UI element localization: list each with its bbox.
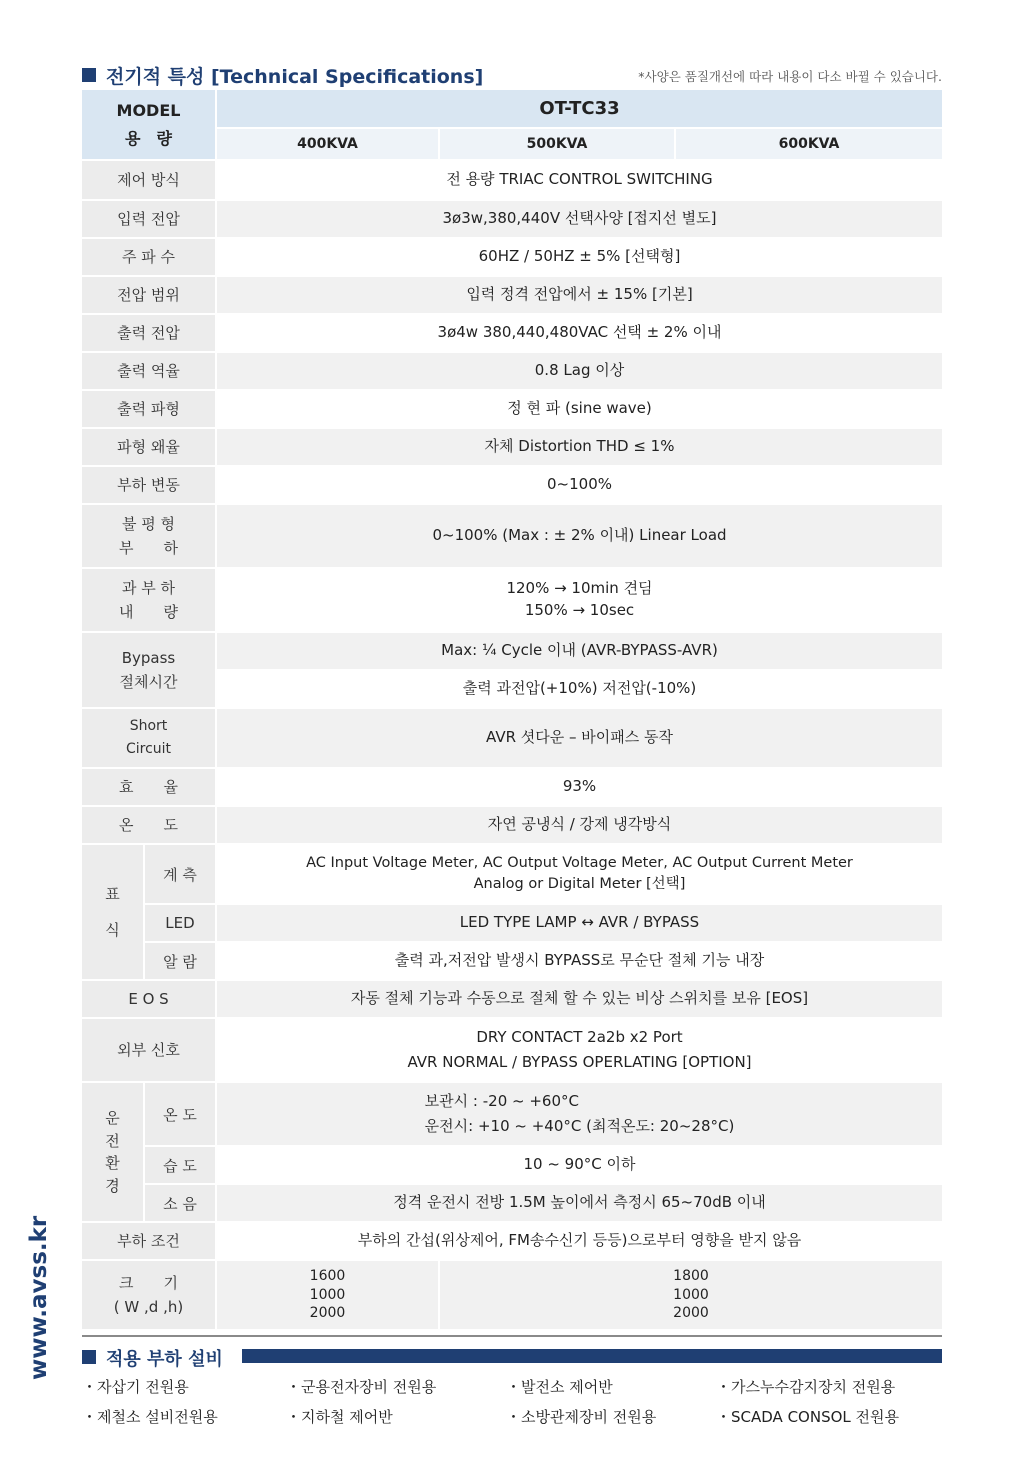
- size-values-a: [216, 1260, 439, 1330]
- sub-label: 계 측: [144, 844, 216, 904]
- table-row: [82, 1146, 942, 1184]
- row-label: 주 파 수: [82, 238, 216, 276]
- size-value: 1600: [309, 1267, 346, 1284]
- row-label: 출력 전압: [82, 314, 216, 352]
- row-label-line: ( W ,d ,h): [113, 1298, 184, 1316]
- row-label: E O S: [82, 980, 216, 1018]
- sub-label: 습 도: [144, 1146, 216, 1184]
- row-label: 외부 신호: [82, 1018, 216, 1082]
- row-value-line: DRY CONTACT 2a2b x2 Port: [476, 1028, 683, 1047]
- row-value-line: AVR NORMAL / BYPASS OPERLATING [OPTION]: [407, 1053, 752, 1071]
- row-label: [82, 708, 216, 768]
- table-row: [82, 428, 942, 466]
- row-label-line: 부 하: [119, 539, 178, 557]
- group-label-environment: [82, 1082, 144, 1222]
- application-item: 제철소 설비전원용: [97, 1408, 218, 1426]
- table-row: [82, 806, 942, 844]
- application-item: 소방관제장비 전원용: [521, 1408, 657, 1426]
- model-name: OT-TC33: [216, 90, 942, 128]
- row-label: 입력 전압: [82, 200, 216, 238]
- model-capacity-label: [82, 90, 216, 160]
- group-label-char: 경: [105, 1176, 120, 1195]
- row-label-line: Short: [129, 717, 168, 734]
- row-value: 입력 정격 전압에서 ± 15% [기본]: [216, 276, 942, 314]
- spec-change-note: *사양은 품질개선에 따라 내용이 다소 바뀔 수 있습니다.: [638, 69, 942, 84]
- size-value: 2000: [673, 1305, 709, 1322]
- row-value: 출력 과전압(+10%) 저전압(-10%): [216, 670, 942, 708]
- table-row: [82, 632, 942, 670]
- table-row: [82, 160, 942, 200]
- table-row: [82, 1222, 942, 1260]
- row-label: 제어 방식: [82, 160, 216, 200]
- row-value: 자체 Distortion THD ≤ 1%: [216, 428, 942, 466]
- table-row: [82, 942, 942, 980]
- size-value: 1000: [673, 1286, 709, 1303]
- row-label-line: 불 평 형: [121, 515, 175, 533]
- list-item: ・발전소 제어반: [506, 1378, 613, 1396]
- row-value: 자연 공냉식 / 강제 냉각방식: [216, 806, 942, 844]
- list-item: ・군용전자장비 전원용: [286, 1378, 437, 1396]
- row-value: [216, 1082, 942, 1146]
- table-row: [82, 314, 942, 352]
- row-label: [82, 568, 216, 632]
- list-item: ・SCADA CONSOL 전원용: [716, 1408, 900, 1426]
- row-value: LED TYPE LAMP ↔ AVR / BYPASS: [216, 904, 942, 942]
- row-value: [216, 1018, 942, 1082]
- table-row: [82, 768, 942, 806]
- table-row: [82, 708, 942, 768]
- sub-label: LED: [144, 904, 216, 942]
- table-bottom-divider: [82, 1335, 942, 1337]
- row-value: AVR 셧다운 – 바이패스 동작: [216, 708, 942, 768]
- row-label: [82, 632, 216, 708]
- model-label: MODEL: [116, 101, 181, 121]
- row-value-line: 운전시: +10 ~ +40°C (최적온도: 20~28°C): [424, 1117, 735, 1135]
- row-label-line: Bypass: [121, 649, 176, 667]
- row-value: [216, 568, 942, 632]
- row-value: 자동 절체 기능과 수동으로 절체 할 수 있는 비상 스위치를 보유 [EOS]: [216, 980, 942, 1018]
- section-title: 전기적 특성 [Technical Specifications]: [106, 66, 484, 88]
- row-value: Max: ¼ Cycle 이내 (AVR-BYPASS-AVR): [216, 632, 942, 670]
- table-header-row: [82, 90, 942, 128]
- group-label-char: 표: [105, 885, 120, 903]
- capacity-label: 용 량: [125, 128, 172, 148]
- section-square-icon: [82, 1350, 96, 1364]
- capacity-cell: 500KVA: [439, 128, 675, 160]
- row-value-line: 150% → 10sec: [524, 601, 635, 619]
- list-item: ・자삽기 전원용: [82, 1378, 189, 1396]
- table-row: [82, 1184, 942, 1222]
- row-label-line: 크 기: [119, 1274, 178, 1292]
- row-value: 0~100% (Max : ± 2% 이내) Linear Load: [216, 504, 942, 568]
- size-value: 2000: [309, 1305, 346, 1322]
- row-label: [82, 1260, 216, 1330]
- table-row: [82, 352, 942, 390]
- row-value: 부하의 간섭(위상제어, FM송수신기 등등)으로부터 영향을 받지 않음: [216, 1222, 942, 1260]
- row-label-line: 절체시간: [119, 673, 178, 691]
- row-value: 3ø4w 380,440,480VAC 선택 ± 2% 이내: [216, 314, 942, 352]
- row-label: 효 율: [82, 768, 216, 806]
- table-row: [82, 1082, 942, 1146]
- row-value-line: Analog or Digital Meter [선택]: [473, 876, 686, 892]
- table-row: [82, 466, 942, 504]
- row-label: [82, 504, 216, 568]
- application-item: 발전소 제어반: [521, 1378, 613, 1396]
- row-value: 전 용량 TRIAC CONTROL SWITCHING: [216, 160, 942, 200]
- row-value: 93%: [216, 768, 942, 806]
- table-row: [82, 904, 942, 942]
- table-row: [82, 1260, 942, 1330]
- list-item: ・가스누수감지장치 전원용: [716, 1378, 896, 1396]
- applications-title: 적용 부하 설비: [106, 1345, 233, 1371]
- row-label: 부하 변동: [82, 466, 216, 504]
- group-label-char: 운: [105, 1109, 120, 1127]
- application-item: 가스누수감지장치 전원용: [731, 1378, 896, 1396]
- sub-label: 소 음: [144, 1184, 216, 1222]
- list-item: ・제철소 설비전원용: [82, 1408, 218, 1426]
- temperature-lines: [425, 1089, 735, 1139]
- sub-label: 온 도: [144, 1082, 216, 1146]
- row-value: 정격 운전시 전방 1.5M 높이에서 측정시 65~70dB 이내: [216, 1184, 942, 1222]
- application-item: SCADA CONSOL 전원용: [731, 1408, 900, 1426]
- list-item: ・지하철 제어반: [286, 1408, 393, 1426]
- row-value: 0.8 Lag 이상: [216, 352, 942, 390]
- row-label-line: 과 부 하: [121, 579, 175, 597]
- row-label: 출력 파형: [82, 390, 216, 428]
- table-row: [82, 844, 942, 904]
- sub-label: 알 람: [144, 942, 216, 980]
- row-value: 정 현 파 (sine wave): [216, 390, 942, 428]
- section-bar: [242, 1349, 942, 1363]
- table-row: [82, 504, 942, 568]
- row-value: 3ø3w,380,440V 선택사양 [접지선 별도]: [216, 200, 942, 238]
- group-label-char: 환: [105, 1154, 120, 1172]
- list-item: ・소방관제장비 전원용: [506, 1408, 657, 1426]
- capacity-cell: 400KVA: [216, 128, 439, 160]
- row-label: 온 도: [82, 806, 216, 844]
- row-value-line: 보관시 : -20 ~ +60°C: [424, 1092, 579, 1111]
- row-label-line: 내 량: [119, 603, 178, 621]
- group-label-char: 전: [105, 1131, 120, 1150]
- table-row: [82, 980, 942, 1018]
- spec-table: [82, 90, 942, 1331]
- row-value-line: AC Input Voltage Meter, AC Output Voltage Meter, AC Output Current Meter: [306, 854, 853, 871]
- application-item: 군용전자장비 전원용: [301, 1378, 437, 1396]
- group-label-char: 식: [105, 921, 120, 939]
- row-label: 출력 역율: [82, 352, 216, 390]
- row-value: [216, 844, 942, 904]
- row-label: 전압 범위: [82, 276, 216, 314]
- row-label-line: Circuit: [125, 741, 172, 757]
- size-values-b: [439, 1260, 942, 1330]
- group-label-display: [82, 844, 144, 980]
- capacity-cell: 600KVA: [675, 128, 942, 160]
- table-row: [82, 276, 942, 314]
- application-item: 지하철 제어반: [301, 1408, 393, 1426]
- table-row: [82, 1018, 942, 1082]
- section-square-icon: [82, 68, 96, 82]
- row-value-line: 120% → 10min 견딤: [506, 579, 653, 598]
- row-label: 부하 조건: [82, 1222, 216, 1260]
- table-row: [82, 200, 942, 238]
- application-item: 자삽기 전원용: [97, 1378, 189, 1396]
- row-value: 출력 과,저전압 발생시 BYPASS로 무순단 절체 기능 내장: [216, 942, 942, 980]
- size-value: 1800: [673, 1267, 709, 1284]
- table-row: [82, 238, 942, 276]
- applications-header: [82, 1345, 942, 1369]
- table-row: [82, 568, 942, 632]
- table-row: [82, 390, 942, 428]
- row-value: 0~100%: [216, 466, 942, 504]
- row-value: 60HZ / 50HZ ± 5% [선택형]: [216, 238, 942, 276]
- row-value: 10 ~ 90°C 이하: [216, 1146, 942, 1184]
- website-url[interactable]: www.avss.kr: [26, 1215, 52, 1380]
- size-value: 1000: [309, 1286, 346, 1303]
- row-label: 파형 왜율: [82, 428, 216, 466]
- spec-section-header: [82, 60, 942, 90]
